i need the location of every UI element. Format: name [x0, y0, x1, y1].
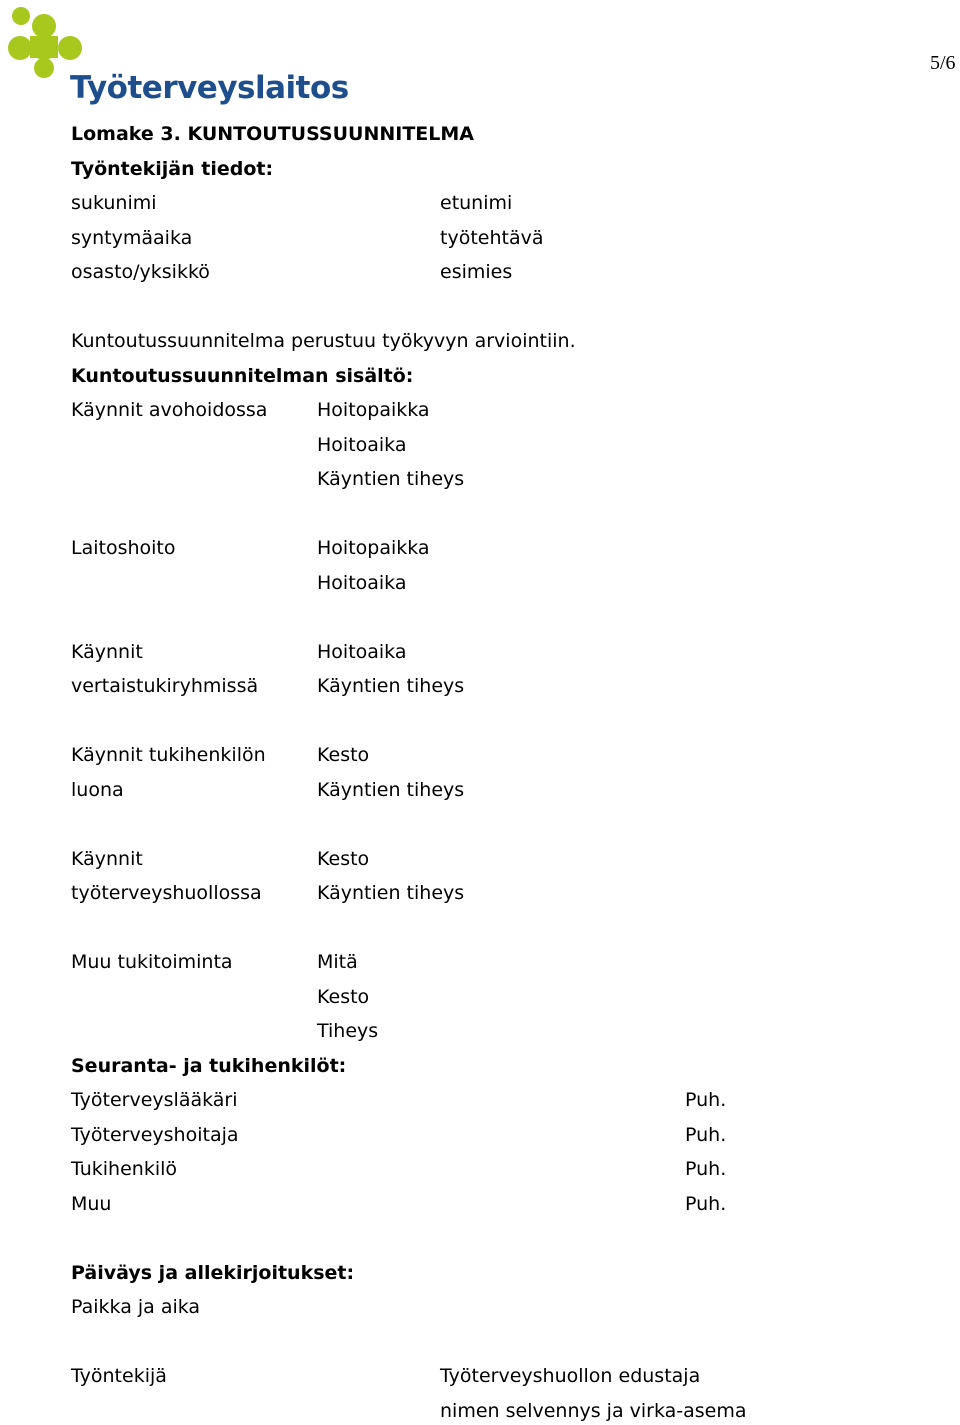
supervisor-label: esimies	[440, 261, 513, 283]
section-ohs-label: Käynnit	[71, 848, 143, 870]
section-ohs-field: Käyntien tiheys	[317, 882, 465, 904]
signatures-heading: Päiväys ja allekirjoitukset:	[71, 1262, 355, 1284]
surname-label: sukunimi	[71, 192, 157, 214]
contact-phone-label: Puh.	[685, 1193, 727, 1215]
contact-role: Työterveyslääkäri	[71, 1089, 238, 1111]
contact-role: Työterveyshoitaja	[71, 1124, 239, 1146]
ohs-representative-label: Työterveyshuollon edustaja	[440, 1365, 701, 1387]
section-peer-support-field: Hoitoaika	[317, 641, 407, 663]
section-outpatient-field: Hoitoaika	[317, 434, 407, 456]
form-title: Lomake 3. KUNTOUTUSSUUNNITELMA	[71, 123, 475, 145]
section-inpatient-field: Hoitopaikka	[317, 537, 430, 559]
section-outpatient-label: Käynnit avohoidossa	[71, 399, 268, 421]
job-title-label: työtehtävä	[440, 227, 544, 249]
employee-signature-label: Työntekijä	[71, 1365, 167, 1387]
contacts-heading: Seuranta- ja tukihenkilöt:	[71, 1055, 347, 1077]
section-other-support-label: Muu tukitoiminta	[71, 951, 233, 973]
section-support-person-field: Kesto	[317, 744, 370, 766]
contact-phone-label: Puh.	[685, 1124, 727, 1146]
basis-note: Kuntoutussuunnitelma perustuu työkyvyn arviointiin.	[71, 330, 576, 352]
logo-wordmark: Työterveyslaitos	[70, 70, 349, 106]
section-support-person-label: luona	[71, 779, 124, 801]
first-name-label: etunimi	[440, 192, 513, 214]
employee-heading: Työntekijän tiedot:	[71, 158, 274, 180]
contact-role: Muu	[71, 1193, 112, 1215]
section-outpatient-field: Käyntien tiheys	[317, 468, 465, 490]
section-other-support-field: Mitä	[317, 951, 358, 973]
contact-phone-label: Puh.	[685, 1158, 727, 1180]
section-inpatient-label: Laitoshoito	[71, 537, 176, 559]
section-ohs-label: työterveyshuollossa	[71, 882, 262, 904]
section-other-support-field: Tiheys	[317, 1020, 379, 1042]
department-label: osasto/yksikkö	[71, 261, 210, 283]
section-inpatient-field: Hoitoaika	[317, 572, 407, 594]
place-and-time-label: Paikka ja aika	[71, 1296, 201, 1318]
section-outpatient-field: Hoitopaikka	[317, 399, 430, 421]
section-peer-support-field: Käyntien tiheys	[317, 675, 465, 697]
section-support-person-label: Käynnit tukihenkilön	[71, 744, 266, 766]
page-number: 5/6	[930, 52, 956, 74]
section-other-support-field: Kesto	[317, 986, 370, 1008]
birth-date-label: syntymäaika	[71, 227, 193, 249]
content-heading: Kuntoutussuunnitelman sisältö:	[71, 365, 414, 387]
contact-phone-label: Puh.	[685, 1089, 727, 1111]
section-support-person-field: Käyntien tiheys	[317, 779, 465, 801]
section-ohs-field: Kesto	[317, 848, 370, 870]
name-clarification-label: nimen selvennys ja virka-asema	[440, 1400, 747, 1422]
section-peer-support-label: Käynnit	[71, 641, 143, 663]
section-peer-support-label: vertaistukiryhmissä	[71, 675, 259, 697]
contact-role: Tukihenkilö	[71, 1158, 178, 1180]
